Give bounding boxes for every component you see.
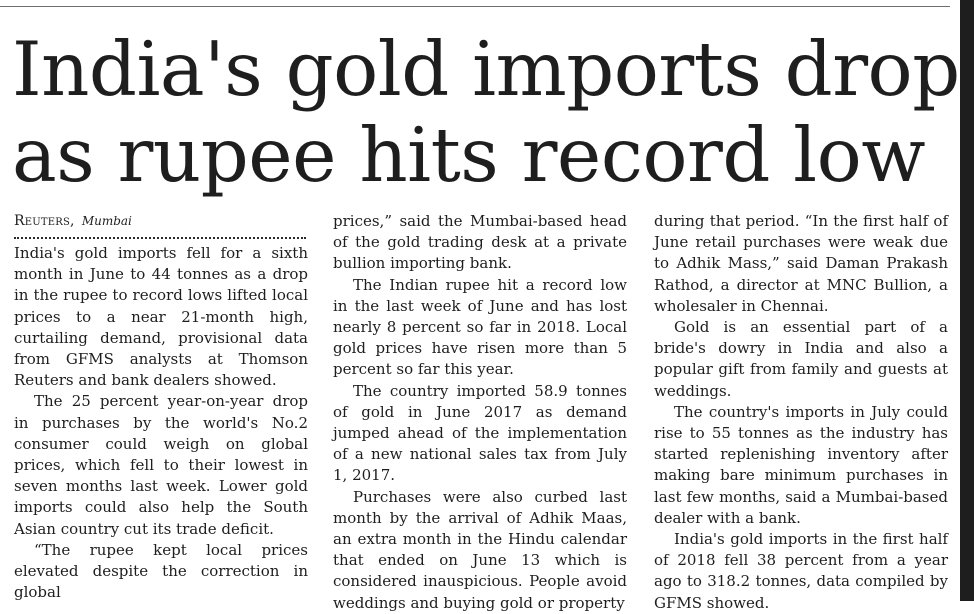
article-column-1 — [14, 211, 308, 603]
paragraph: The Indian rupee hit a record low in the last week of June and has lost nearly 8 percent so far in 2018. Local gold prices have risen more than 5 percent so far this year. — [333, 275, 627, 379]
paragraph: during that period. “In the first half of June retail purchases were weak due to Adhik Mass,” said Daman Prakash Rathod, a director at MNC Bullion, a wholesaler in Chennai. — [654, 212, 948, 315]
paragraph: Gold is an essential part of a bride's dowry in India and also a popular gift from family and guests at weddings. — [654, 318, 948, 400]
byline-location: Mumbai — [81, 214, 132, 228]
paragraph: prices,” said the Mumbai-based head of the gold trading desk at a private bullion importing bank. — [333, 212, 627, 273]
top-rule — [0, 6, 950, 7]
byline — [14, 211, 308, 231]
article-column-2 — [333, 211, 627, 614]
byline-agency: Reuters, — [14, 213, 75, 229]
headline-line-2: as rupee hits record low — [12, 111, 926, 199]
headline-line-1: India's gold imports drop — [12, 25, 960, 113]
paragraph: The country imported 58.9 tonnes of gold in June 2017 as demand jumped ahead of the implementation of a new national sales tax from July 1, 2017. — [333, 381, 627, 485]
paragraph: The country's imports in July could rise to 55 tonnes as the industry has started replenishing inventory after making bare minimum purchases in last few months, said a Mumbai-based dealer with a bank. — [654, 402, 948, 527]
article-column-3 — [654, 211, 948, 614]
paragraph: “The rupee kept local prices elevated despite the correction in global — [14, 540, 308, 602]
byline-divider — [14, 237, 306, 239]
paragraph: India's gold imports in the first half of 2018 fell 38 percent from a year ago to 318.2 tonnes, data compiled by GFMS showed. — [654, 530, 948, 612]
headline — [12, 25, 960, 199]
paragraph: India's gold imports fell for a sixth month in June to 44 tonnes as a drop in the rupee to record lows lifted local prices to a near 21-month high, curtailing demand, provisional data from GFMS analysts at Thomson Reuters and bank dealers showed. — [14, 244, 308, 390]
paragraph: The 25 percent year-on-year drop in purchases by the world's No.2 consumer could weigh on global prices, which fell to their lowest in seven months last week. Lower gold imports could also help the South Asian country cut its trade deficit. — [14, 392, 308, 538]
page-edge-strip — [960, 0, 974, 601]
paragraph: Purchases were also curbed last month by the arrival of Adhik Maas, an extra month in the Hindu calendar that ended on June 13 which is considered inauspicious. People avoid weddings and buying gold or property — [333, 487, 627, 612]
